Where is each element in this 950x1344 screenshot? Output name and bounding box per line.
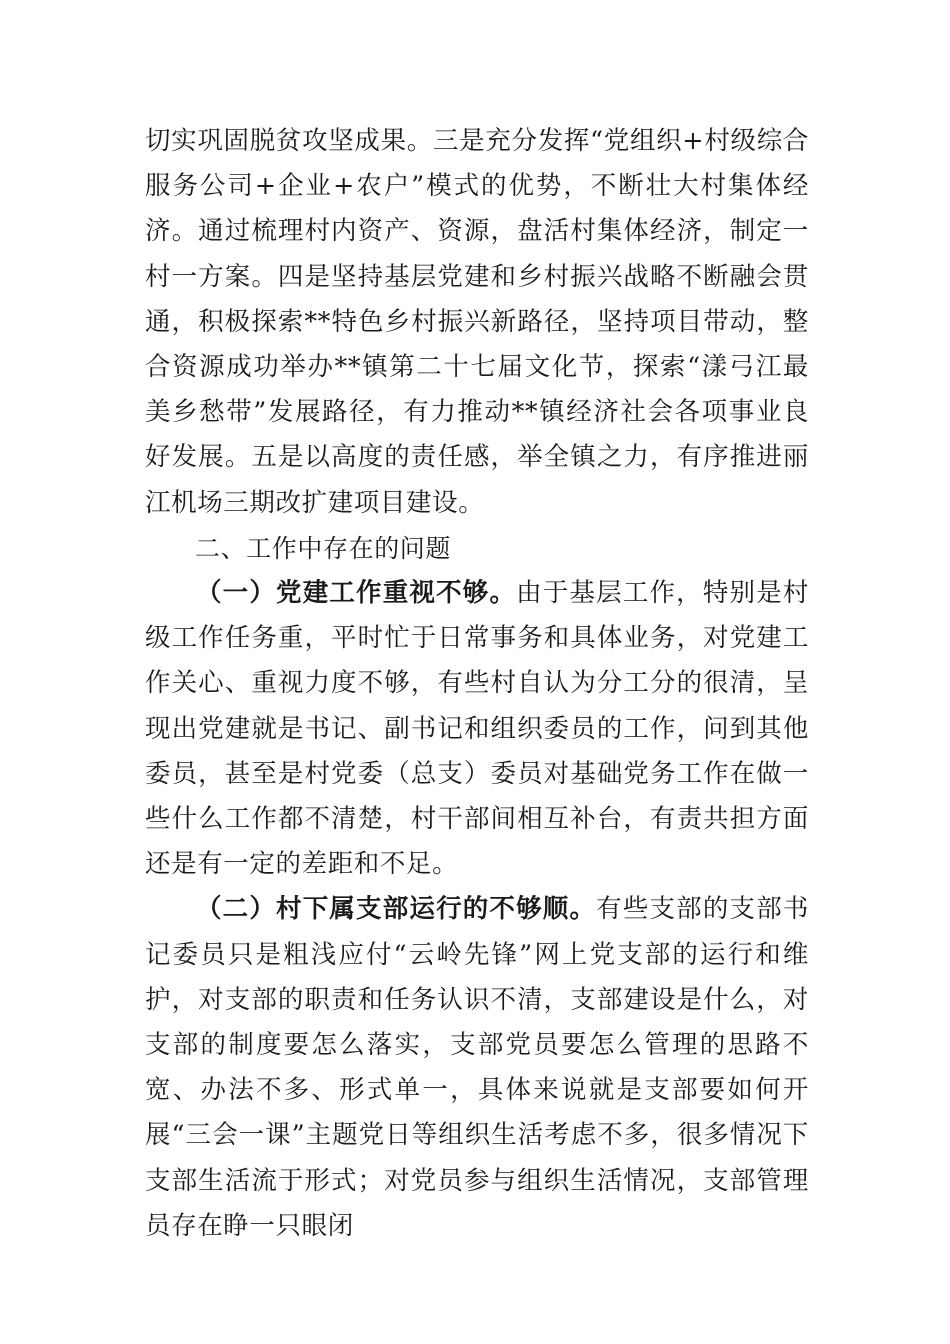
item-1-lead: （一）党建工作重视不够。 xyxy=(196,578,517,609)
paragraph-item-1 xyxy=(145,571,809,887)
section-heading-problems: 二、工作中存在的问题 xyxy=(195,533,452,563)
item-2-lead: （二）村下属支部运行的不够顺。 xyxy=(196,894,597,925)
document-page xyxy=(145,119,809,1249)
item-1-body: 由于基层工作，特别是村级工作任务重，平时忙于日常事务和具体业务，对党建工作关心、重视力度不够，有些村自认为分工分的很清，呈现出党建就是书记、副书记和组织委员的工作，问到其他委员，甚至是村党委（总支）委员对基础党务工作在做一些什么工作都不清楚，村干部间相互补台，有责共担方面还是有一定的差距和不足。 xyxy=(145,578,809,880)
paragraph-item-2 xyxy=(145,887,809,1249)
paragraph-poverty-results: 切实巩固脱贫攻坚成果。三是充分发挥“党组织+村级综合服务公司+企业+农户”模式的优势，不断壮大村集体经济。通过梳理村内资产、资源，盘活村集体经济，制定一村一方案。四是坚持基层党建和乡村振兴战略不断融会贯通，积极探索**特色乡村振兴新路径，坚持项目带动，整合资源成功举办**镇第二十七届文化节，探索“漾弓江最美乡愁带”发展路径，有力推动**镇经济社会各项事业良好发展。五是以高度的责任感，举全镇之力，有序推进丽江机场三期改扩建项目建设。 xyxy=(145,126,809,518)
item-2-body: 有些支部的支部书记委员只是粗浅应付“云岭先锋”网上党支部的运行和维护，对支部的职责和任务认识不清，支部建设是什么，对支部的制度要怎么落实，支部党员要怎么管理的思路不宽、办法不多、形式单一，具体来说就是支部要如何开展“三会一课”主题党日等组织生活考虑不多，很多情况下支部生活流于形式；对党员参与组织生活情况，支部管理员存在睁一只眼闭 xyxy=(145,894,809,1241)
